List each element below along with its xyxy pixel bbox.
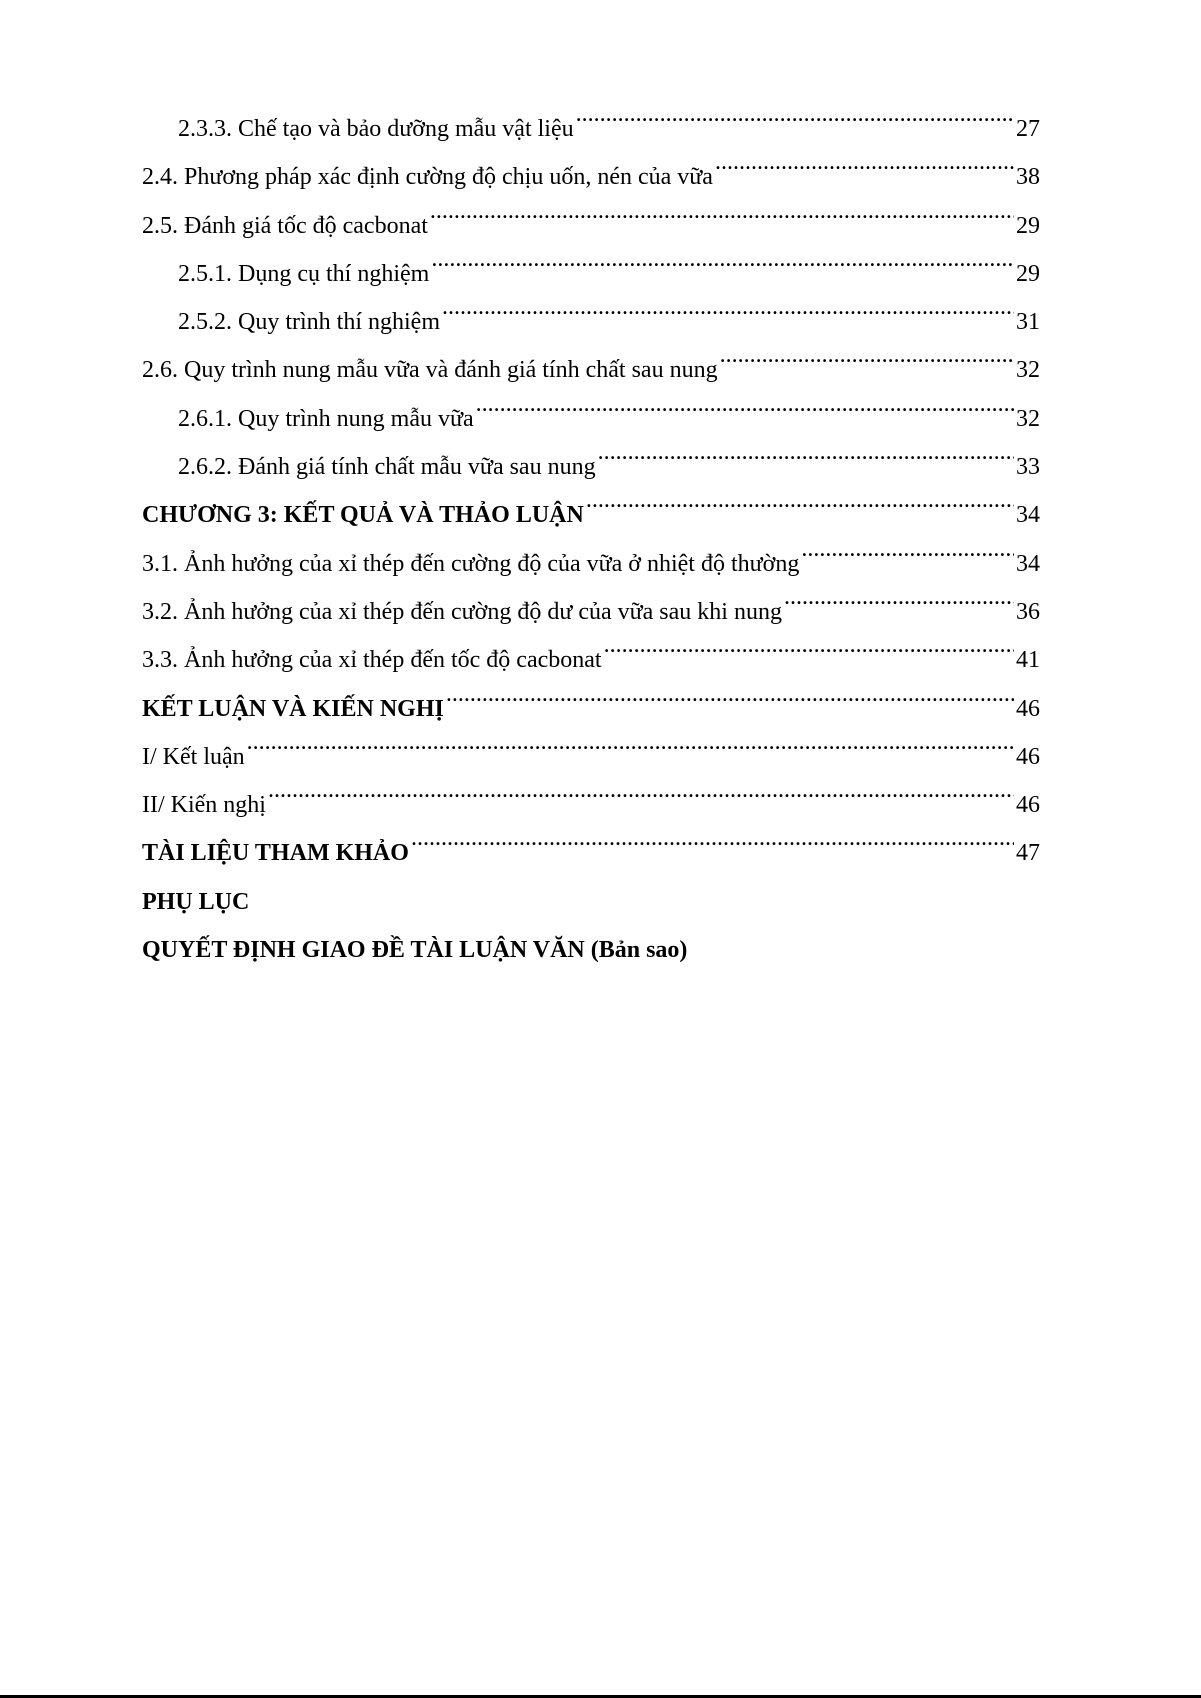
toc-entry-title: QUYẾT ĐỊNH GIAO ĐỀ TÀI LUẬN VĂN (Bản sao) <box>142 937 688 964</box>
toc-entry-title: 3.1. Ảnh hưởng của xỉ thép đến cường độ của vữa ở nhiệt độ thường <box>142 550 800 577</box>
toc-page-number: 31 <box>1016 309 1040 336</box>
toc-entry-2-6-2[interactable] <box>142 443 1040 491</box>
toc-page-number: 29 <box>1016 260 1040 287</box>
toc-entry-2-6[interactable] <box>142 346 1040 394</box>
toc-leader-dots <box>430 209 1014 233</box>
toc-entry-2-6-1[interactable] <box>142 395 1040 443</box>
toc-entry-title: CHƯƠNG 3: KẾT QUẢ VÀ THẢO LUẬN <box>142 502 584 529</box>
toc-leader-dots <box>801 547 1014 571</box>
toc-leader-dots <box>586 498 1014 522</box>
toc-entry-references[interactable] <box>142 829 1040 877</box>
toc-entry-title: KẾT LUẬN VÀ KIẾN NGHỊ <box>142 695 444 722</box>
toc-entry-title: 2.5.1. Dụng cụ thí nghiệm <box>178 260 430 287</box>
toc-leader-dots <box>247 740 1014 764</box>
toc-page-number: 41 <box>1016 647 1040 674</box>
toc-leader-dots <box>431 257 1014 281</box>
toc-page-number: 34 <box>1016 550 1040 577</box>
toc-entry-title: 2.6.1. Quy trình nung mẫu vữa <box>178 405 474 432</box>
toc-entry-title: 3.3. Ảnh hưởng của xỉ thép đến tốc độ cacbonat <box>142 647 602 674</box>
toc-entry-2-5-1[interactable] <box>142 250 1040 298</box>
toc-entry-3-3[interactable] <box>142 636 1040 684</box>
toc-leader-dots <box>715 160 1014 184</box>
toc-page-number: 46 <box>1016 743 1040 770</box>
toc-page-number: 29 <box>1016 212 1040 239</box>
toc-entry-kien-nghi[interactable] <box>142 781 1040 829</box>
toc-leader-dots <box>476 402 1014 426</box>
toc-leader-dots <box>442 305 1014 329</box>
toc-entry-title: 3.2. Ảnh hưởng của xỉ thép đến cường độ dư của vữa sau khi nung <box>142 598 782 625</box>
toc-entry-title: 2.6.2. Đánh giá tính chất mẫu vữa sau nung <box>178 454 596 481</box>
toc-entry-3-2[interactable] <box>142 588 1040 636</box>
toc-page-number: 34 <box>1016 502 1040 529</box>
toc-entry-title: 2.5. Đánh giá tốc độ cacbonat <box>142 212 428 239</box>
toc-leader-dots <box>411 836 1014 860</box>
toc-page-number: 46 <box>1016 695 1040 722</box>
toc-entry-chapter-3[interactable] <box>142 491 1040 539</box>
toc-page-number: 47 <box>1016 840 1040 867</box>
toc-entry-appendix[interactable] <box>142 878 1040 926</box>
toc-entry-title: PHỤ LỤC <box>142 888 250 915</box>
toc-entry-title: 2.6. Quy trình nung mẫu vữa và đánh giá tính chất sau nung <box>142 357 718 384</box>
toc-entry-2-5[interactable] <box>142 202 1040 250</box>
toc-page-number: 27 <box>1016 116 1040 142</box>
toc-entry-2-5-2[interactable] <box>142 298 1040 346</box>
table-of-contents <box>142 105 1040 974</box>
toc-page-number: 38 <box>1016 164 1040 191</box>
toc-leader-dots <box>446 692 1014 716</box>
toc-leader-dots <box>576 112 1014 136</box>
toc-leader-dots <box>720 353 1014 377</box>
toc-entry-title: 2.4. Phương pháp xác định cường độ chịu uốn, nén của vữa <box>142 164 713 191</box>
toc-leader-dots <box>784 595 1014 619</box>
toc-entry-3-1[interactable] <box>142 540 1040 588</box>
toc-entry-conclusion[interactable] <box>142 685 1040 733</box>
toc-entry-title: II/ Kiến nghị <box>142 792 266 819</box>
toc-entry-title: 2.5.2. Quy trình thí nghiệm <box>178 309 440 336</box>
toc-page-number: 33 <box>1016 454 1040 481</box>
toc-entry-2-3-3[interactable] <box>142 105 1040 153</box>
toc-entry-title: I/ Kết luận <box>142 743 245 770</box>
toc-entry-decision-copy[interactable] <box>142 926 1040 974</box>
toc-page-number: 32 <box>1016 405 1040 432</box>
toc-leader-dots <box>268 788 1014 812</box>
toc-leader-dots <box>604 643 1014 667</box>
toc-page-number: 32 <box>1016 357 1040 384</box>
toc-entry-ket-luan[interactable] <box>142 733 1040 781</box>
toc-entry-title: 2.3.3. Chế tạo và bảo dưỡng mẫu vật liệu <box>178 116 574 142</box>
toc-page-number: 36 <box>1016 598 1040 625</box>
toc-leader-dots <box>598 450 1014 474</box>
toc-entry-title: TÀI LIỆU THAM KHẢO <box>142 840 409 867</box>
toc-entry-2-4[interactable] <box>142 153 1040 201</box>
toc-page-number: 46 <box>1016 792 1040 819</box>
